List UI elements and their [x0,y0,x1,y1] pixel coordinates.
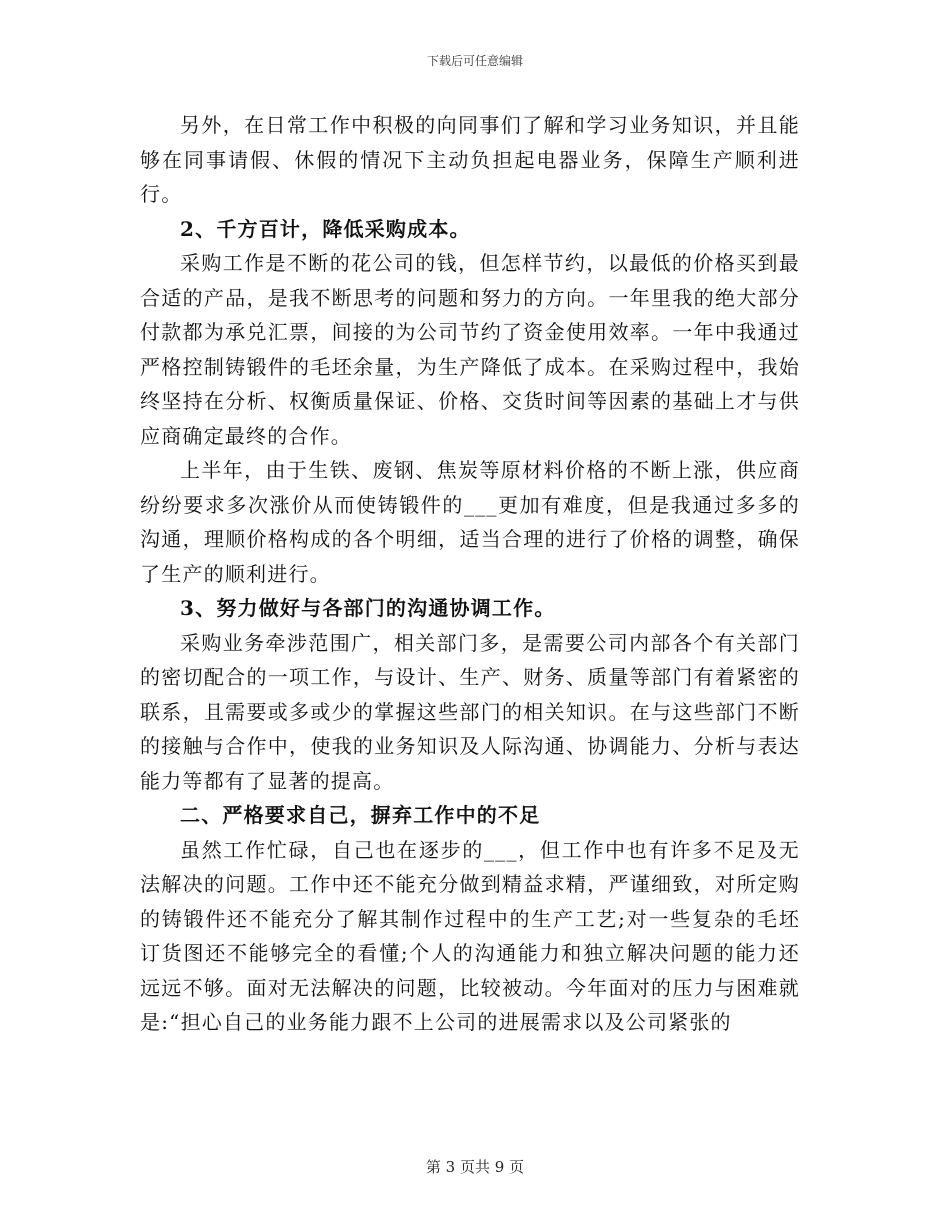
page-number: 第 3 页共 9 页 [425,1158,525,1176]
page-header: 下载后可任意编辑 [426,54,523,68]
section-heading: 二、严格要求自己，摒弃工作中的不足 [180,803,541,827]
paragraph: 采购业务牵涉范围广，相关部门多，是需要公司内部各个有关部门的密切配合的一项工作，与设计、生产、财务、质量等部门有着紧密的联系，且需要或多或少的掌握这些部门的相关知识。在与这些部门不断的接触与合作中，使我的业务知识及人际沟通、协调能力、分析与表达能力等都有了显著的提高。 [140,630,800,793]
paragraph: 采购工作是不断的花公司的钱，但怎样节约，以最低的价格买到最合适的产品，是我不断思考的问题和努力的方向。一年里我的绝大部分付款都为承兑汇票，间接的为公司节约了资金使用效率。一年中我通过严格控制铸锻件的毛坯余量，为生产降低了成本。在采购过程中，我始终坚持在分析、权衡质量保证、价格、交货时间等因素的基础上才与供应商确定最终的合作。 [140,251,800,448]
document-body [140,108,800,1040]
section-heading: 2、千方百计，降低采购成本。 [180,216,471,241]
paragraph: 虽然工作忙碌，自己也在逐步的___，但工作中也有许多不足及无法解决的问题。工作中还不能充分做到精益求精，严谨细致，对所定购的铸锻件还不能充分了解其制作过程中的生产工艺;对一些复杂的毛坯订货图还不能够完全的看懂;个人的沟通能力和独立解决问题的能力还远远不够。面对无法解决的问题，比较被动。今年面对的压力与困难就是:“担心自己的业务能力跟不上公司的进展需求以及公司紧张的 [140,837,800,1034]
section-heading: 3、努力做好与各部门的沟通协调工作。 [180,596,556,620]
paragraph: 另外，在日常工作中积极的向同事们了解和学习业务知识，并且能够在同事请假、休假的情况下主动负担起电器业务，保障生产顺利进行。 [140,113,800,206]
paragraph: 上半年，由于生铁、废钢、焦炭等原材料价格的不断上涨，供应商纷纷要求多次涨价从而使铸锻件的___更加有难度，但是我通过多多的沟通，理顺价格构成的各个明细，适当合理的进行了价格的调整，确保了生产的顺利进行。 [140,458,800,586]
